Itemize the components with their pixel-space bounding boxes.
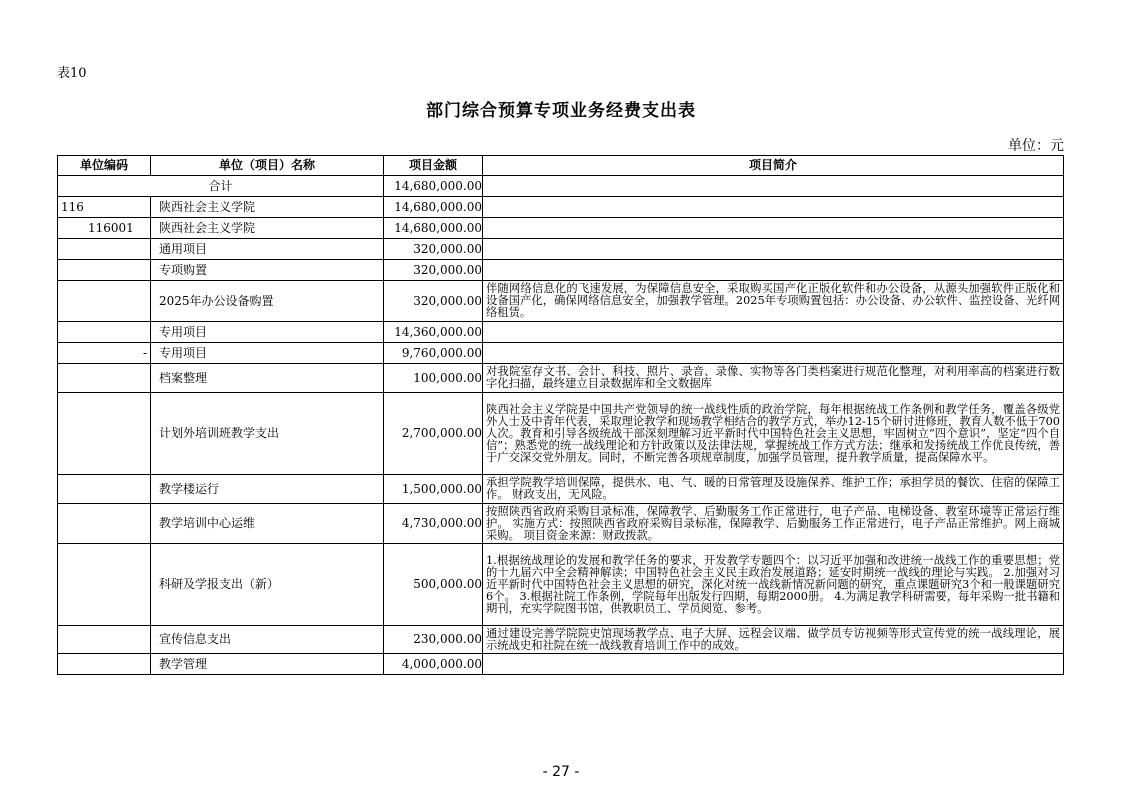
row-code [58, 364, 151, 393]
row-code [58, 626, 151, 654]
table-row [58, 393, 1064, 475]
row-name: 计划外培训班教学支出 [151, 393, 384, 475]
table-row [58, 239, 1064, 260]
row-amount: 4,000,000.00 [384, 654, 483, 675]
row-name: 教学培训中心运维 [151, 504, 384, 544]
row-name: 专用项目 [151, 343, 384, 364]
row-description: 1.根据统战理论的发展和教学任务的要求，开发教学专题四个：以习近平加强和改进统一战线工作的重要思想；党的十九届六中全会精神解读；中国特色社会主义民主政治发展道路；延安时期统一战线的理论与实践。 2.加强对习近平新时代中国特色社会主义思想的研究，深化对统一战线新情况新问题的研究，重点课题研究3个和一般课题研究6个。 3.根据社院工作条例，学院每年出版发行四期，每期2000册。 4.为满足教学科研需要，每年采购一批书籍和期刊，充实学院图书馆，供教职员工、学员阅览、参考。 [483, 544, 1064, 626]
row-description [483, 176, 1064, 197]
row-name: 陕西社会主义学院 [151, 197, 384, 218]
row-code: 116001 [58, 218, 151, 239]
table-number: 表10 [57, 66, 87, 81]
row-name: 教学管理 [151, 654, 384, 675]
row-description [483, 343, 1064, 364]
table-row [58, 281, 1064, 322]
row-description [483, 654, 1064, 675]
row-amount: 9,760,000.00 [384, 343, 483, 364]
row-name: 教学楼运行 [151, 475, 384, 504]
row-description: 对我院室存文书、会计、科技、照片、录音、录像、实物等各门类档案进行规范化整理，对利用率高的档案进行数字化扫描，最终建立目录数据库和全文数据库 [483, 364, 1064, 393]
row-name: 通用项目 [151, 239, 384, 260]
column-header-amount: 项目金额 [384, 156, 483, 176]
budget-table [57, 155, 1064, 675]
total-label: 合计 [58, 176, 384, 197]
column-header-name: 单位（项目）名称 [151, 156, 384, 176]
row-description: 通过建设完善学院院史馆现场教学点、电子大屏、远程会议端、做学员专访视频等形式宣传党的统一战线理论，展示统战史和社院在统一战线教育培训工作中的成效。 [483, 626, 1064, 654]
row-code: 116 [58, 197, 151, 218]
row-amount: 1,500,000.00 [384, 475, 483, 504]
row-description: 伴随网络信息化的飞速发展，为保障信息安全，采取购买国产化正版化软件和办公设备，从源头加强软件正版化和设备国产化，确保网络信息安全，加强教学管理。2025年专项购置包括：办公设备、办公软件、监控设备、光纤网络租赁。 [483, 281, 1064, 322]
row-description [483, 260, 1064, 281]
column-header-code: 单位编码 [58, 156, 151, 176]
row-name: 档案整理 [151, 364, 384, 393]
row-code [58, 393, 151, 475]
table-row-total [58, 176, 1064, 197]
row-code: - [58, 343, 151, 364]
page-title: 部门综合预算专项业务经费支出表 [426, 101, 696, 121]
row-amount: 14,680,000.00 [384, 218, 483, 239]
row-code [58, 475, 151, 504]
column-header-description: 项目简介 [483, 156, 1064, 176]
row-description: 陕西社会主义学院是中国共产党领导的统一战线性质的政治学院，每年根据统战工作条例和教学任务，覆盖各级党外人士及中青年代表，采取理论教学和现场教学相结合的教学方式，举办12-15个研讨进修班，教育人数不低于700人次。教育和引导各级统战干部深刻理解习近平新时代中国特色社会主义思想，牢固树立“四个意识”，坚定“四个自信”；熟悉党的统一战线理论和方针政策以及法律法规，掌握统战工作方式方法；继承和发扬统战工作优良传统，善于广交深交党外朋友。同时，不断完善各项规章制度，加强学员管理，提升教学质量，提高保障水平。 [483, 393, 1064, 475]
row-code [58, 654, 151, 675]
row-code [58, 260, 151, 281]
page-number: - 27 - [542, 764, 580, 780]
row-code [58, 504, 151, 544]
row-code [58, 239, 151, 260]
table-row [58, 343, 1064, 364]
row-amount: 320,000.00 [384, 281, 483, 322]
table-row [58, 504, 1064, 544]
row-amount: 320,000.00 [384, 260, 483, 281]
row-name: 宣传信息支出 [151, 626, 384, 654]
row-name: 陕西社会主义学院 [151, 218, 384, 239]
table-row [58, 544, 1064, 626]
row-amount: 14,680,000.00 [384, 197, 483, 218]
table-row [58, 654, 1064, 675]
row-description: 承担学院教学培训保障，提供水、电、气、暖的日常管理及设施保养、维护工作；承担学员的餐饮、住宿的保障工作。 财政支出，无风险。 [483, 475, 1064, 504]
table-row [58, 626, 1064, 654]
total-amount: 14,680,000.00 [384, 176, 483, 197]
row-description [483, 239, 1064, 260]
table-row [58, 260, 1064, 281]
row-amount: 500,000.00 [384, 544, 483, 626]
unit-label: 单位：元 [1008, 138, 1064, 154]
row-description [483, 197, 1064, 218]
row-description: 按照陕西省政府采购目录标准，保障教学、后勤服务工作正常进行，电子产品、电梯设备、教室环境等正常运行维护。 实施方式：按照陕西省政府采购目录标准，保障教学、后勤服务工作正常进行，电子产品正常维护。网上商城采购。 项目资金来源：财政拨款。 [483, 504, 1064, 544]
row-amount: 100,000.00 [384, 364, 483, 393]
table-header-row [58, 156, 1064, 176]
row-name: 2025年办公设备购置 [151, 281, 384, 322]
table-row [58, 322, 1064, 343]
table-row [58, 218, 1064, 239]
row-amount: 14,360,000.00 [384, 322, 483, 343]
row-code [58, 322, 151, 343]
row-amount: 4,730,000.00 [384, 504, 483, 544]
row-name: 专项购置 [151, 260, 384, 281]
table-row [58, 364, 1064, 393]
row-amount: 320,000.00 [384, 239, 483, 260]
row-description [483, 322, 1064, 343]
row-name: 专用项目 [151, 322, 384, 343]
row-description [483, 218, 1064, 239]
row-amount: 230,000.00 [384, 626, 483, 654]
row-code [58, 544, 151, 626]
table-row [58, 197, 1064, 218]
row-code [58, 281, 151, 322]
table-row [58, 475, 1064, 504]
row-name: 科研及学报支出（新） [151, 544, 384, 626]
row-amount: 2,700,000.00 [384, 393, 483, 475]
